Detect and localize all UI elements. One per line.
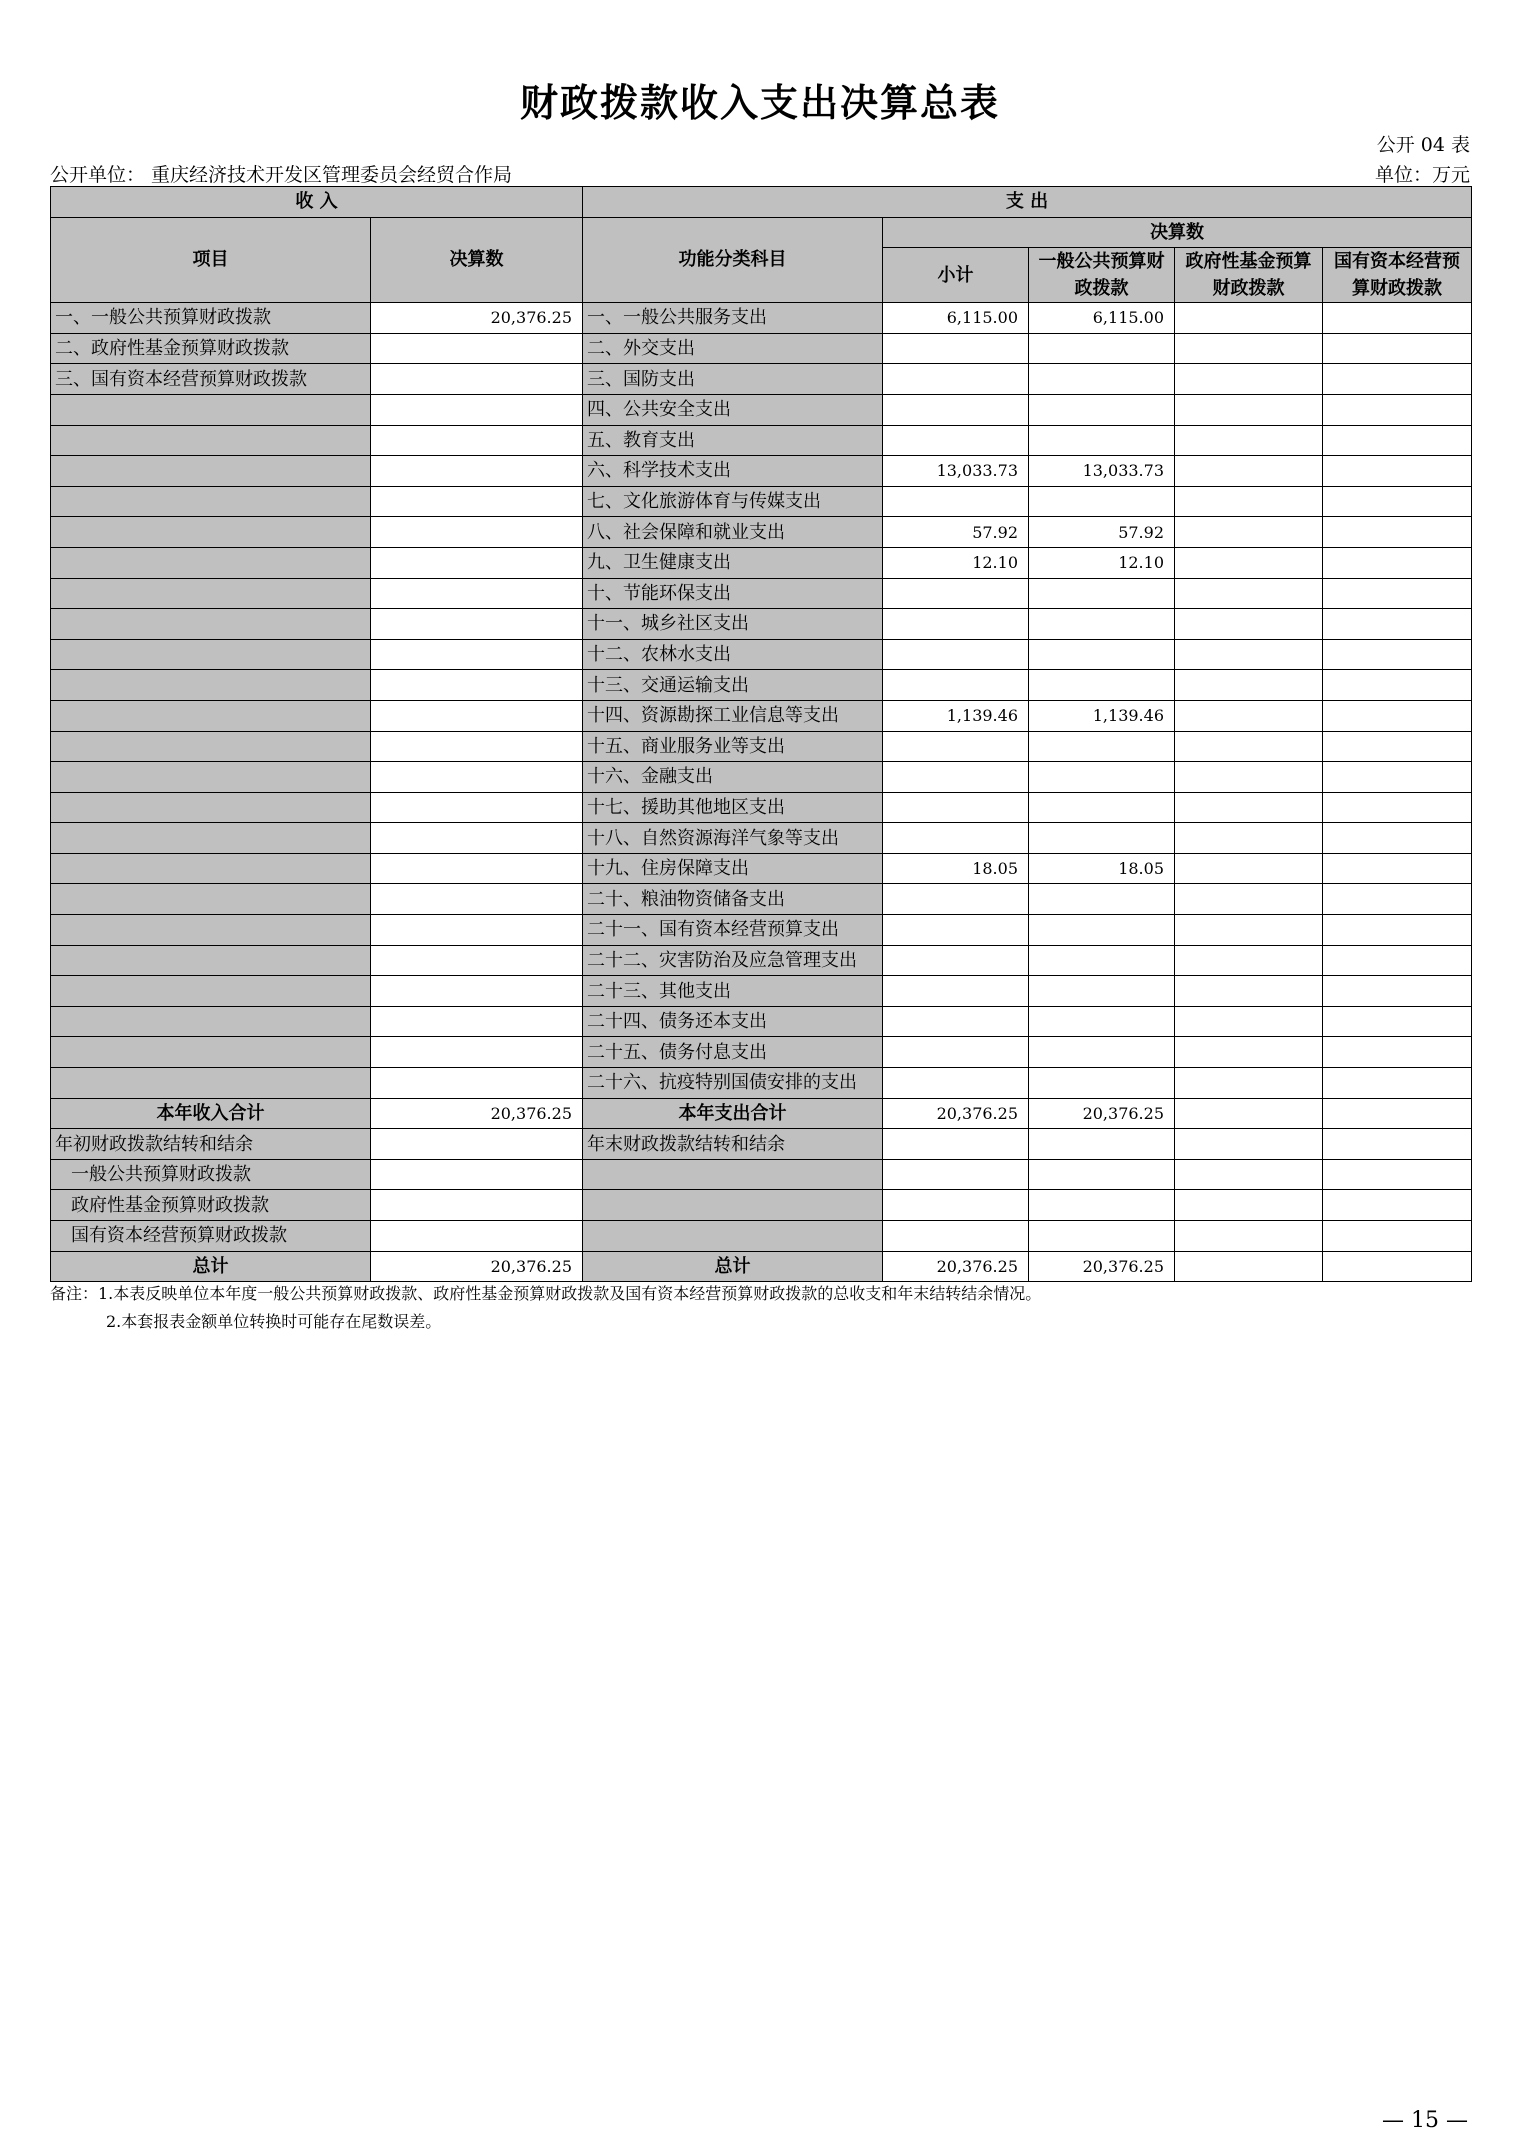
- year-total-row: [51, 1098, 1472, 1129]
- income-item-cell: [51, 456, 371, 487]
- income-amount-cell: [371, 425, 583, 456]
- expense-item-cell: 二、外交支出: [583, 333, 883, 364]
- table-row: [51, 915, 1472, 946]
- income-item-cell: [51, 700, 371, 731]
- income-amount-cell: [371, 945, 583, 976]
- carry-end-value: [1029, 1129, 1175, 1160]
- income-item-cell: [51, 915, 371, 946]
- gov-fund-header: 政府性基金预算财政拨款: [1175, 248, 1323, 303]
- gov-fund-cell: [1175, 486, 1323, 517]
- subtotal-header: 小计: [883, 248, 1029, 303]
- page-title: 财政拨款收入支出决算总表: [519, 81, 1000, 125]
- subtotal-cell: [883, 609, 1029, 640]
- income-amount-cell: [371, 639, 583, 670]
- gov-fund-cell: [1175, 517, 1323, 548]
- carry-end-value: [883, 1159, 1029, 1190]
- subtotal-cell: [883, 823, 1029, 854]
- subtotal-cell: 18.05: [883, 853, 1029, 884]
- gov-fund-cell: [1175, 303, 1323, 334]
- org-name: 公开单位： 重庆经济技术开发区管理委员会经贸合作局: [50, 164, 513, 186]
- grand-expense-total-label: 总计: [583, 1251, 883, 1282]
- grand-expense-gov-fund: [1175, 1251, 1323, 1282]
- subtotal-cell: [883, 1006, 1029, 1037]
- subtotal-cell: 6,115.00: [883, 303, 1029, 334]
- income-item-cell: 一、一般公共预算财政拨款: [51, 303, 371, 334]
- general-budget-cell: [1029, 884, 1175, 915]
- subtotal-cell: [883, 639, 1029, 670]
- income-amount-cell: [371, 517, 583, 548]
- income-item-cell: [51, 792, 371, 823]
- carry-begin-item: 年初财政拨款结转和结余: [51, 1129, 371, 1160]
- income-amount-cell: 20,376.25: [371, 303, 583, 334]
- gov-fund-cell: [1175, 700, 1323, 731]
- general-budget-cell: 18.05: [1029, 853, 1175, 884]
- state-capital-cell: [1323, 456, 1472, 487]
- table-row: [51, 1006, 1472, 1037]
- subtotal-cell: 57.92: [883, 517, 1029, 548]
- general-budget-cell: [1029, 762, 1175, 793]
- subtotal-cell: 1,139.46: [883, 700, 1029, 731]
- table-row: [51, 731, 1472, 762]
- income-item-cell: [51, 1037, 371, 1068]
- table-row: [51, 1037, 1472, 1068]
- income-amount-cell: [371, 364, 583, 395]
- carry-end-value: [1323, 1221, 1472, 1252]
- expense-item-cell: 二十六、抗疫特别国债安排的支出: [583, 1068, 883, 1099]
- table-row: [51, 609, 1472, 640]
- income-amount-cell: [371, 609, 583, 640]
- income-amount-cell: [371, 700, 583, 731]
- expense-item-cell: 二十二、灾害防治及应急管理支出: [583, 945, 883, 976]
- expense-item-cell: 十二、农林水支出: [583, 639, 883, 670]
- notes: [50, 1280, 1041, 1336]
- amount-header: 决算数: [371, 217, 583, 303]
- state-capital-cell: [1323, 884, 1472, 915]
- carry-begin-amount: [371, 1190, 583, 1221]
- expense-item-cell: 二十四、债务还本支出: [583, 1006, 883, 1037]
- state-capital-cell: [1323, 945, 1472, 976]
- income-amount-cell: [371, 1037, 583, 1068]
- expense-item-cell: 七、文化旅游体育与传媒支出: [583, 486, 883, 517]
- income-item-cell: [51, 823, 371, 854]
- subtotal-cell: [883, 364, 1029, 395]
- carry-begin-item: 一般公共预算财政拨款: [51, 1159, 371, 1190]
- gov-fund-cell: [1175, 578, 1323, 609]
- gov-fund-cell: [1175, 853, 1323, 884]
- expense-item-cell: 十六、金融支出: [583, 762, 883, 793]
- subtotal-cell: [883, 670, 1029, 701]
- table-row: [51, 486, 1472, 517]
- table-row: [51, 333, 1472, 364]
- general-budget-cell: [1029, 609, 1175, 640]
- table-row: [51, 792, 1472, 823]
- gov-fund-cell: [1175, 333, 1323, 364]
- carry-end-value: [883, 1221, 1029, 1252]
- table-row: [51, 364, 1472, 395]
- general-budget-cell: [1029, 394, 1175, 425]
- state-capital-cell: [1323, 425, 1472, 456]
- income-amount-cell: [371, 823, 583, 854]
- general-budget-cell: 1,139.46: [1029, 700, 1175, 731]
- income-amount-cell: [371, 547, 583, 578]
- income-item-cell: [51, 884, 371, 915]
- general-budget-cell: [1029, 578, 1175, 609]
- general-budget-cell: 57.92: [1029, 517, 1175, 548]
- income-amount-cell: [371, 394, 583, 425]
- income-item-cell: [51, 394, 371, 425]
- state-capital-cell: [1323, 364, 1472, 395]
- state-capital-cell: [1323, 792, 1472, 823]
- income-amount-cell: [371, 976, 583, 1007]
- carry-end-value: [1175, 1129, 1323, 1160]
- general-budget-cell: [1029, 670, 1175, 701]
- grand-income-total-label: 总计: [51, 1251, 371, 1282]
- table-row: [51, 517, 1472, 548]
- gov-fund-cell: [1175, 823, 1323, 854]
- state-capital-cell: [1323, 1037, 1472, 1068]
- expense-item-cell: 二十三、其他支出: [583, 976, 883, 1007]
- carry-row: [51, 1159, 1472, 1190]
- year-expense-state-capital: [1323, 1098, 1472, 1129]
- expense-item-cell: 六、科学技术支出: [583, 456, 883, 487]
- gov-fund-cell: [1175, 670, 1323, 701]
- carry-end-value: [1323, 1190, 1472, 1221]
- gov-fund-cell: [1175, 547, 1323, 578]
- gov-fund-cell: [1175, 639, 1323, 670]
- general-budget-cell: [1029, 1037, 1175, 1068]
- general-budget-cell: [1029, 823, 1175, 854]
- gov-fund-cell: [1175, 945, 1323, 976]
- income-item-cell: [51, 1068, 371, 1099]
- note-2: 2.本套报表金额单位转换时可能存在尾数误差。: [106, 1312, 442, 1331]
- expense-item-cell: 二十五、债务付息支出: [583, 1037, 883, 1068]
- carry-end-value: [1323, 1129, 1472, 1160]
- table-row: [51, 976, 1472, 1007]
- table-row: [51, 394, 1472, 425]
- state-capital-cell: [1323, 1068, 1472, 1099]
- income-amount-cell: [371, 731, 583, 762]
- table-row: [51, 1068, 1472, 1099]
- state-capital-cell: [1323, 639, 1472, 670]
- carry-end-item: [583, 1159, 883, 1190]
- subtotal-cell: [883, 486, 1029, 517]
- table-row: [51, 547, 1472, 578]
- state-capital-cell: [1323, 731, 1472, 762]
- gov-fund-cell: [1175, 1068, 1323, 1099]
- note-1: 备注：1.本表反映单位本年度一般公共预算财政拨款、政府性基金预算财政拨款及国有资本经营预算财政拨款的总收支和年末结转结余情况。: [50, 1284, 1042, 1303]
- table-row: [51, 823, 1472, 854]
- table-row: [51, 884, 1472, 915]
- income-item-cell: [51, 639, 371, 670]
- grand-expense-subtotal: 20,376.25: [883, 1251, 1029, 1282]
- subtotal-cell: [883, 1037, 1029, 1068]
- expense-item-cell: 四、公共安全支出: [583, 394, 883, 425]
- carry-row: [51, 1129, 1472, 1160]
- general-budget-cell: [1029, 945, 1175, 976]
- state-capital-cell: [1323, 333, 1472, 364]
- subtotal-cell: [883, 394, 1029, 425]
- expense-item-cell: 三、国防支出: [583, 364, 883, 395]
- state-capital-cell: [1323, 394, 1472, 425]
- state-capital-cell: [1323, 976, 1472, 1007]
- subtotal-cell: [883, 425, 1029, 456]
- income-header: 收 入: [51, 187, 583, 218]
- gov-fund-cell: [1175, 1037, 1323, 1068]
- carry-end-value: [1029, 1190, 1175, 1221]
- state-capital-cell: [1323, 670, 1472, 701]
- expense-item-cell: 十七、援助其他地区支出: [583, 792, 883, 823]
- expense-item-cell: 十四、资源勘探工业信息等支出: [583, 700, 883, 731]
- carry-begin-amount: [371, 1129, 583, 1160]
- carry-begin-item: 国有资本经营预算财政拨款: [51, 1221, 371, 1252]
- subtotal-cell: 12.10: [883, 547, 1029, 578]
- carry-end-value: [1175, 1159, 1323, 1190]
- income-item-cell: 三、国有资本经营预算财政拨款: [51, 364, 371, 395]
- gov-fund-cell: [1175, 456, 1323, 487]
- income-item-cell: [51, 578, 371, 609]
- subtotal-cell: [883, 333, 1029, 364]
- income-amount-cell: [371, 486, 583, 517]
- income-amount-cell: [371, 670, 583, 701]
- gov-fund-cell: [1175, 1006, 1323, 1037]
- general-budget-cell: 12.10: [1029, 547, 1175, 578]
- income-amount-cell: [371, 915, 583, 946]
- expense-item-cell: 八、社会保障和就业支出: [583, 517, 883, 548]
- carry-end-value: [1029, 1221, 1175, 1252]
- gov-fund-cell: [1175, 731, 1323, 762]
- carry-end-item: [583, 1221, 883, 1252]
- final-amount-header: 决算数: [883, 217, 1472, 248]
- carry-end-value: [883, 1190, 1029, 1221]
- expense-item-cell: 十九、住房保障支出: [583, 853, 883, 884]
- appropriation-table: [50, 186, 1472, 1282]
- expense-item-cell: 十一、城乡社区支出: [583, 609, 883, 640]
- table-row: [51, 425, 1472, 456]
- subtotal-cell: [883, 731, 1029, 762]
- income-item-cell: [51, 670, 371, 701]
- general-budget-cell: [1029, 425, 1175, 456]
- general-budget-cell: [1029, 731, 1175, 762]
- currency-unit: 单位：万元: [1374, 164, 1470, 186]
- income-amount-cell: [371, 578, 583, 609]
- year-expense-subtotal: 20,376.25: [883, 1098, 1029, 1129]
- state-capital-cell: [1323, 700, 1472, 731]
- grand-income-total-amount: 20,376.25: [371, 1251, 583, 1282]
- general-budget-cell: [1029, 976, 1175, 1007]
- income-amount-cell: [371, 762, 583, 793]
- expense-item-cell: 二十一、国有资本经营预算支出: [583, 915, 883, 946]
- expense-item-cell: 十三、交通运输支出: [583, 670, 883, 701]
- general-budget-cell: 13,033.73: [1029, 456, 1175, 487]
- state-capital-cell: [1323, 486, 1472, 517]
- gov-fund-cell: [1175, 425, 1323, 456]
- expense-item-cell: 二十、粮油物资储备支出: [583, 884, 883, 915]
- income-item-cell: [51, 976, 371, 1007]
- subtotal-cell: [883, 945, 1029, 976]
- table-row: [51, 578, 1472, 609]
- expense-item-cell: 一、一般公共服务支出: [583, 303, 883, 334]
- income-item-cell: [51, 762, 371, 793]
- gov-fund-cell: [1175, 976, 1323, 1007]
- gov-fund-cell: [1175, 762, 1323, 793]
- state-capital-cell: [1323, 915, 1472, 946]
- income-amount-cell: [371, 792, 583, 823]
- income-item-cell: [51, 425, 371, 456]
- subtotal-cell: [883, 578, 1029, 609]
- table-row: [51, 639, 1472, 670]
- general-budget-cell: 6,115.00: [1029, 303, 1175, 334]
- gov-fund-cell: [1175, 915, 1323, 946]
- carry-end-value: [1175, 1221, 1323, 1252]
- general-budget-cell: [1029, 1068, 1175, 1099]
- state-capital-cell: [1323, 578, 1472, 609]
- general-budget-cell: [1029, 333, 1175, 364]
- subtotal-cell: [883, 915, 1029, 946]
- year-expense-general: 20,376.25: [1029, 1098, 1175, 1129]
- general-budget-header: 一般公共预算财政拨款: [1029, 248, 1175, 303]
- subtotal-cell: [883, 976, 1029, 1007]
- subtotal-cell: [883, 884, 1029, 915]
- state-capital-cell: [1323, 823, 1472, 854]
- income-item-cell: [51, 547, 371, 578]
- year-expense-total-label: 本年支出合计: [583, 1098, 883, 1129]
- state-capital-cell: [1323, 303, 1472, 334]
- income-item-cell: [51, 945, 371, 976]
- carry-end-value: [1029, 1159, 1175, 1190]
- income-amount-cell: [371, 333, 583, 364]
- income-item-cell: 二、政府性基金预算财政拨款: [51, 333, 371, 364]
- table-row: [51, 853, 1472, 884]
- general-budget-cell: [1029, 639, 1175, 670]
- carry-end-item: 年末财政拨款结转和结余: [583, 1129, 883, 1160]
- state-capital-cell: [1323, 517, 1472, 548]
- income-item-cell: [51, 609, 371, 640]
- expense-item-cell: 五、教育支出: [583, 425, 883, 456]
- gov-fund-cell: [1175, 394, 1323, 425]
- carry-end-value: [1323, 1159, 1472, 1190]
- year-income-total-label: 本年收入合计: [51, 1098, 371, 1129]
- income-item-cell: [51, 486, 371, 517]
- income-amount-cell: [371, 456, 583, 487]
- state-capital-cell: [1323, 609, 1472, 640]
- general-budget-cell: [1029, 1006, 1175, 1037]
- general-budget-cell: [1029, 486, 1175, 517]
- state-capital-cell: [1323, 853, 1472, 884]
- form-number: 公开 04 表: [1376, 134, 1470, 156]
- expense-item-cell: 十、节能环保支出: [583, 578, 883, 609]
- carry-end-value: [1175, 1190, 1323, 1221]
- income-item-cell: [51, 731, 371, 762]
- subtotal-cell: [883, 762, 1029, 793]
- page-number: — 15 —: [1382, 2108, 1468, 2133]
- carry-row: [51, 1190, 1472, 1221]
- gov-fund-cell: [1175, 609, 1323, 640]
- carry-row: [51, 1221, 1472, 1252]
- general-budget-cell: [1029, 364, 1175, 395]
- table-row: [51, 456, 1472, 487]
- gov-fund-cell: [1175, 792, 1323, 823]
- gov-fund-cell: [1175, 884, 1323, 915]
- carry-begin-item: 政府性基金预算财政拨款: [51, 1190, 371, 1221]
- gov-fund-cell: [1175, 364, 1323, 395]
- table-row: [51, 762, 1472, 793]
- table-row: [51, 700, 1472, 731]
- carry-end-value: [883, 1129, 1029, 1160]
- table-row: [51, 670, 1472, 701]
- income-item-cell: [51, 1006, 371, 1037]
- income-amount-cell: [371, 853, 583, 884]
- state-capital-header: 国有资本经营预算财政拨款: [1323, 248, 1472, 303]
- expense-header: 支 出: [583, 187, 1472, 218]
- expense-item-cell: 十八、自然资源海洋气象等支出: [583, 823, 883, 854]
- table-row: [51, 945, 1472, 976]
- item-header: 项目: [51, 217, 371, 303]
- general-budget-cell: [1029, 915, 1175, 946]
- grand-expense-state-capital: [1323, 1251, 1472, 1282]
- income-amount-cell: [371, 884, 583, 915]
- income-item-cell: [51, 853, 371, 884]
- state-capital-cell: [1323, 1006, 1472, 1037]
- state-capital-cell: [1323, 547, 1472, 578]
- carry-end-item: [583, 1190, 883, 1221]
- income-amount-cell: [371, 1068, 583, 1099]
- grand-expense-general: 20,376.25: [1029, 1251, 1175, 1282]
- expense-item-cell: 九、卫生健康支出: [583, 547, 883, 578]
- carry-begin-amount: [371, 1221, 583, 1252]
- year-income-total-amount: 20,376.25: [371, 1098, 583, 1129]
- state-capital-cell: [1323, 762, 1472, 793]
- expense-item-cell: 十五、商业服务业等支出: [583, 731, 883, 762]
- year-expense-gov-fund: [1175, 1098, 1323, 1129]
- subtotal-cell: 13,033.73: [883, 456, 1029, 487]
- income-amount-cell: [371, 1006, 583, 1037]
- general-budget-cell: [1029, 792, 1175, 823]
- income-item-cell: [51, 517, 371, 548]
- subtotal-cell: [883, 792, 1029, 823]
- grand-total-row: [51, 1251, 1472, 1282]
- table-row: [51, 303, 1472, 334]
- carry-begin-amount: [371, 1159, 583, 1190]
- func-class-header: 功能分类科目: [583, 217, 883, 303]
- subtotal-cell: [883, 1068, 1029, 1099]
